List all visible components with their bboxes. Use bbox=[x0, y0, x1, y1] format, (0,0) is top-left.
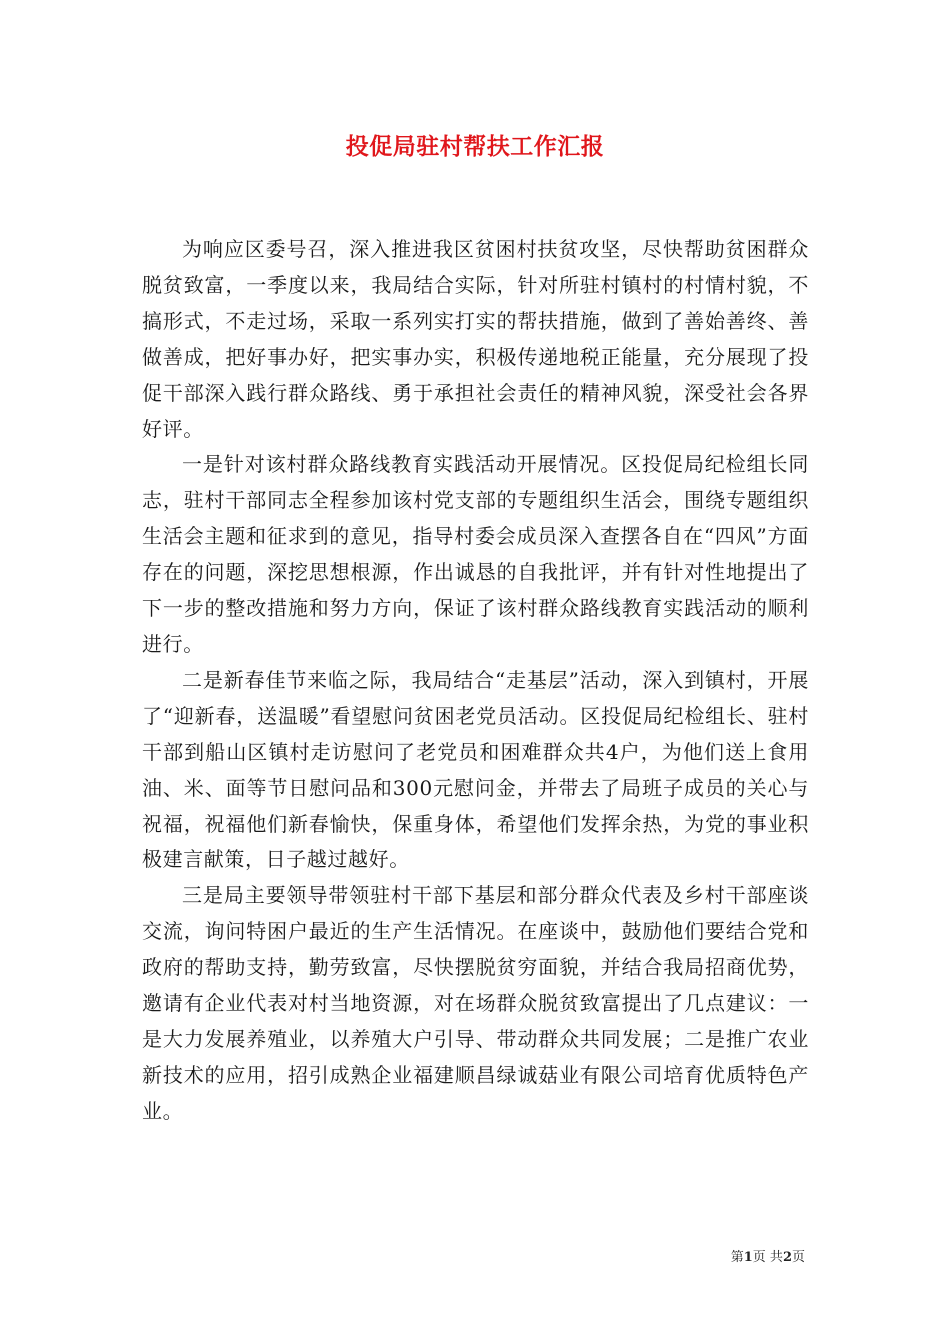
paragraph-first-point: 一是针对该村群众路线教育实践活动开展情况。区投促局纪检组长同志，驻村干部同志全程参加该村党支部的专题组织生活会，围绕专题组织生活会主题和征求到的意见，指导村委会成员深入查摆各自在“四风”方面存在的问题，深挖思想根源，作出诚恳的自我批评，并有针对性地提出了下一步的整改措施和努力方向，保证了该村群众路线教育实践活动的顺利进行。 bbox=[142, 452, 809, 656]
footer-middle: 页 共 bbox=[752, 1250, 783, 1265]
current-page-number: 1 bbox=[743, 1250, 753, 1265]
page-number-footer bbox=[731, 1246, 805, 1265]
paragraph-intro: 为响应区委号召，深入推进我区贫困村扶贫攻坚，尽快帮助贫困群众脱贫致富，一季度以来，我局结合实际，针对所驻村镇村的村情村貌，不搞形式，不走过场，采取一系列实打实的帮扶措施，做到了善始善终、善做善成，把好事办好，把实事办实，积极传递地税正能量，充分展现了投促干部深入践行群众路线、勇于承担社会责任的精神风貌，深受社会各界好评。 bbox=[142, 237, 809, 441]
paragraph-third-point: 三是局主要领导带领驻村干部下基层和部分群众代表及乡村干部座谈交流，询问特困户最近的生产生活情况。在座谈中，鼓励他们要结合党和政府的帮助支持，勤劳致富，尽快摆脱贫穷面貌，并结合我局招商优势，邀请有企业代表对村当地资源，对在场群众脱贫致富提出了几点建议：一是大力发展养殖业，以养殖大户引导、带动群众共同发展；二是推广农业新技术的应用，招引成熟企业福建顺昌绿诚菇业有限公司培育优质特色产业。 bbox=[142, 883, 809, 1123]
footer-prefix: 第 bbox=[730, 1250, 744, 1265]
paragraph-second-point: 二是新春佳节来临之际，我局结合“走基层”活动，深入到镇村，开展了“迎新春，送温暖”看望慰问贫困老党员活动。区投促局纪检组长、驻村干部到船山区镇村走访慰问了老党员和困难群众共4户，为他们送上食用油、米、面等节日慰问品和300元慰问金，并带去了局班子成员的关心与祝福，祝福他们新春愉快，保重身体，希望他们发挥余热，为党的事业积极建言献策，日子越过越好。 bbox=[142, 667, 809, 872]
total-page-number: 2 bbox=[782, 1250, 792, 1265]
document-body bbox=[142, 232, 809, 1130]
document-title: 投促局驻村帮扶工作汇报 bbox=[345, 133, 605, 160]
footer-suffix: 页 bbox=[791, 1250, 805, 1265]
